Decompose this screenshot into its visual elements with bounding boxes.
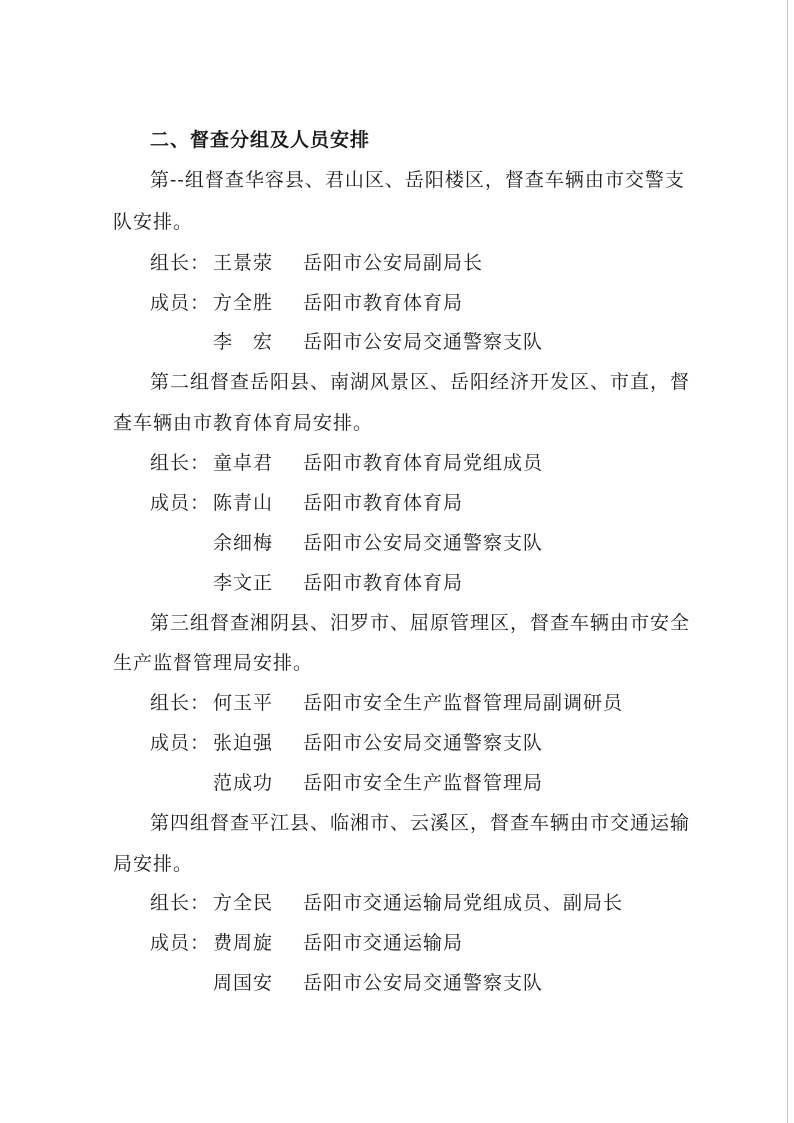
group2-leader-org: 岳阳市教育体育局党组成员	[303, 452, 544, 474]
section-title: 二、督查分组及人员安排	[150, 129, 371, 151]
group1-leader-org: 岳阳市公安局副局长	[303, 252, 484, 274]
group1-member-label: 成员：	[150, 292, 211, 314]
group4-member-org: 岳阳市交通运输局	[303, 932, 464, 954]
group3-member-org: 岳阳市公安局交通警察支队	[303, 732, 544, 754]
group2-member-org: 岳阳市公安局交通警察支队	[303, 532, 544, 554]
group3-leader-label: 组长：	[150, 692, 211, 714]
group2-member-name: 余细梅	[213, 532, 274, 554]
group1-member-name: 李 宏	[213, 331, 274, 353]
group2-intro-line2: 查车辆由市教育体育局安排。	[113, 412, 374, 434]
group1-leader-name: 王景荥	[213, 252, 274, 274]
group2-leader-name: 童卓君	[213, 452, 274, 474]
group3-member-label: 成员：	[150, 732, 211, 754]
group4-member-name: 周国安	[213, 972, 274, 994]
group4-intro-line1: 第四组督查平江县、临湘市、云溪区，督查车辆由市交通运输	[150, 812, 691, 834]
group3-leader-name: 何玉平	[213, 692, 274, 714]
group4-member-org: 岳阳市公安局交通警察支队	[303, 972, 544, 994]
group3-member-org: 岳阳市安全生产监督管理局	[303, 772, 544, 794]
group4-member-name: 费周旋	[213, 932, 274, 954]
group2-member-org: 岳阳市教育体育局	[303, 572, 464, 594]
group1-member-org: 岳阳市教育体育局	[303, 292, 464, 314]
group4-leader-org: 岳阳市交通运输局党组成员、副局长	[303, 892, 624, 914]
group2-leader-label: 组长：	[150, 452, 211, 474]
group4-leader-label: 组长：	[150, 892, 211, 914]
group3-intro-line1: 第三组督查湘阴县、汨罗市、屈原管理区，督查车辆由市安全	[150, 612, 691, 634]
group1-member-name: 方全胜	[213, 292, 274, 314]
group2-member-name: 陈青山	[213, 492, 274, 514]
group4-intro-line2: 局安排。	[113, 853, 194, 875]
group2-member-org: 岳阳市教育体育局	[303, 492, 464, 514]
group3-member-name: 张迫强	[213, 732, 274, 754]
group2-intro-line1: 第二组督查岳阳县、南湖风景区、岳阳经济开发区、市直，督	[150, 371, 691, 393]
group3-leader-org: 岳阳市安全生产监督管理局副调研员	[303, 692, 624, 714]
group3-member-name: 范成功	[213, 772, 274, 794]
group2-member-label: 成员：	[150, 492, 211, 514]
group2-member-name: 李文正	[213, 572, 274, 594]
group1-intro-line1: 第--组督查华容县、君山区、岳阳楼区，督查车辆由市交警支	[150, 169, 685, 191]
group3-intro-line2: 生产监督管理局安排。	[113, 652, 314, 674]
group4-member-label: 成员：	[150, 932, 211, 954]
group1-intro-line2: 队安排。	[113, 211, 194, 233]
group1-member-org: 岳阳市公安局交通警察支队	[303, 331, 544, 353]
group1-leader-label: 组长：	[150, 252, 211, 274]
group4-leader-name: 方全民	[213, 892, 274, 914]
